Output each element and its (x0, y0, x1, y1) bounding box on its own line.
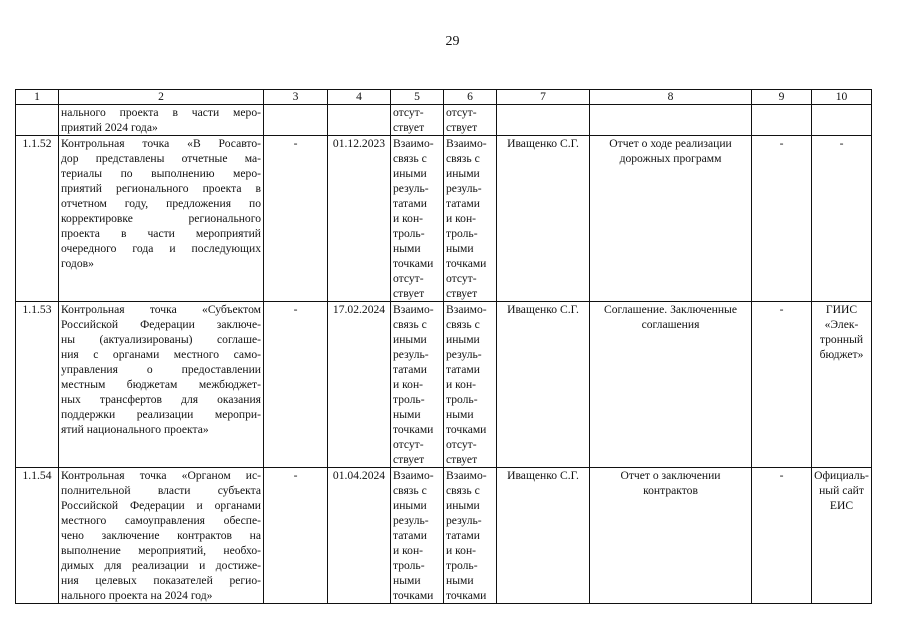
name-line: ния с органами местного само- (61, 348, 261, 361)
name-line: Контрольная точка «В Росавто- (61, 137, 261, 150)
cell-line: тронный (819, 333, 864, 346)
name-line: поддержки реализации меропри- (61, 408, 261, 421)
cell-line: татами (446, 363, 480, 376)
name-line: выполнение мероприятий, необхо- (61, 544, 261, 557)
column-header: 6 (444, 90, 497, 105)
cell-line: ЕИС (829, 499, 854, 512)
name-line: годов» (61, 257, 94, 270)
cell-line: татами (446, 197, 480, 210)
cell-line: троль- (446, 393, 478, 406)
cell-line: - (839, 137, 844, 150)
cell-line: отсут- (393, 106, 424, 119)
cell-line: троль- (446, 227, 478, 240)
cell-line: резуль- (393, 182, 429, 195)
cell-line: отсут- (446, 106, 477, 119)
table-row (16, 136, 872, 302)
cell-line: отсут- (393, 438, 424, 451)
cell-line: «Элек- (824, 318, 859, 331)
row-number-cell (16, 105, 59, 136)
column-header: 5 (391, 90, 444, 105)
cell-line: иными (393, 333, 427, 346)
cell-line: ствует (393, 453, 425, 466)
cell-line: Взаимо- (446, 137, 487, 150)
relation-cell (391, 136, 444, 302)
column-3-cell: - (264, 468, 328, 604)
cell-line: татами (393, 529, 427, 542)
name-line: полнительной власти субъекта (61, 484, 261, 497)
column-3-cell: - (264, 136, 328, 302)
cell-line: Взаимо- (446, 469, 487, 482)
cell-line: резуль- (446, 514, 482, 527)
name-line: Российской Федерации и органами (61, 499, 261, 512)
table-row (16, 468, 872, 604)
cell-line: и кон- (393, 378, 424, 391)
document-cell (590, 136, 752, 302)
date-cell: 01.12.2023 (328, 136, 391, 302)
cell-line: и кон- (446, 544, 477, 557)
column-10-cell (812, 302, 872, 468)
cell-line: соглашения (641, 318, 700, 331)
column-10-cell (812, 105, 872, 136)
column-9-cell: - (752, 468, 812, 604)
cell-line: и кон- (446, 378, 477, 391)
cell-line: точками (393, 589, 434, 602)
relation-cell (444, 105, 497, 136)
cell-line: и кон- (393, 212, 424, 225)
document-cell (590, 302, 752, 468)
cell-line: Взаимо- (393, 469, 434, 482)
cell-line: иными (446, 333, 480, 346)
cell-line: иными (393, 499, 427, 512)
name-line: местного самоуправления обеспе- (61, 514, 261, 527)
cell-line: Взаимо- (393, 137, 434, 150)
cell-line: связь с (446, 152, 480, 165)
cell-line: резуль- (393, 514, 429, 527)
cell-line: и кон- (446, 212, 477, 225)
cell-line: иными (446, 167, 480, 180)
name-line: ны (актуализированы) соглаше- (61, 333, 261, 346)
cell-line: отсут- (446, 438, 477, 451)
cell-line: Отчет о ходе реализации (609, 137, 732, 150)
name-line: нального проекта на 2024 год» (61, 589, 213, 602)
header-row (16, 90, 872, 105)
cell-line: точками (446, 257, 487, 270)
cell-line: ствует (446, 121, 478, 134)
name-line: очередного года и последующих (61, 242, 261, 255)
cell-line: ствует (446, 287, 478, 300)
column-9-cell (752, 105, 812, 136)
cell-line: ствует (393, 121, 425, 134)
cell-line: бюджет» (819, 348, 864, 361)
control-point-name (59, 136, 264, 302)
name-line: чено заключение контрактов на (61, 529, 261, 542)
relation-cell (391, 468, 444, 604)
name-line: дор представлены отчетные ма- (61, 152, 261, 165)
cell-line: отсут- (446, 272, 477, 285)
name-line: нального проекта в части меро- (61, 106, 261, 119)
cell-line: татами (393, 197, 427, 210)
cell-line: Соглашение. Заключенные (604, 303, 737, 316)
cell-line: отсут- (393, 272, 424, 285)
cell-line: точками (393, 423, 434, 436)
page-number: 29 (445, 34, 460, 49)
relation-cell (391, 302, 444, 468)
cell-line: связь с (393, 484, 427, 497)
cell-line: ГИИС (825, 303, 858, 316)
name-line: проекта в части мероприятий (61, 227, 261, 240)
row-number-cell: 1.1.53 (16, 302, 59, 468)
column-9-cell: - (752, 136, 812, 302)
cell-line: ствует (446, 453, 478, 466)
control-point-name (59, 302, 264, 468)
column-header: 9 (752, 90, 812, 105)
cell-line: связь с (393, 152, 427, 165)
cell-line: троль- (446, 559, 478, 572)
cell-line: Взаимо- (393, 303, 434, 316)
name-line: ятий национального проекта» (61, 423, 209, 436)
column-9-cell: - (752, 302, 812, 468)
name-line: корректировке регионального (61, 212, 261, 225)
cell-line: связь с (446, 484, 480, 497)
cell-line: ными (393, 242, 421, 255)
relation-cell (391, 105, 444, 136)
cell-line: ными (393, 574, 421, 587)
name-line: приятий 2024 года» (61, 121, 158, 134)
column-10-cell (812, 136, 872, 302)
control-points-table (15, 89, 872, 604)
cell-line: точками (446, 589, 487, 602)
name-line: управления о предоставлении (61, 363, 261, 376)
cell-line: татами (393, 363, 427, 376)
cell-line: троль- (393, 559, 425, 572)
table-row (16, 302, 872, 468)
cell-line: Взаимо- (446, 303, 487, 316)
control-point-name (59, 468, 264, 604)
cell-line: связь с (446, 318, 480, 331)
cell-line: иными (446, 499, 480, 512)
cell-line: ными (393, 408, 421, 421)
responsible-cell (497, 105, 590, 136)
row-number-cell: 1.1.54 (16, 468, 59, 604)
document-cell (590, 105, 752, 136)
column-3-cell: - (264, 302, 328, 468)
continuation-row (16, 105, 872, 136)
cell-line: ными (446, 242, 474, 255)
cell-line: ными (446, 574, 474, 587)
control-point-name (59, 105, 264, 136)
cell-line: троль- (393, 227, 425, 240)
cell-line: резуль- (446, 348, 482, 361)
name-line: местным бюджетам межбюджет- (61, 378, 261, 391)
row-number-cell: 1.1.52 (16, 136, 59, 302)
column-header: 7 (497, 90, 590, 105)
column-header: 3 (264, 90, 328, 105)
cell-line: точками (446, 423, 487, 436)
name-line: ных трансфертов для оказания (61, 393, 261, 406)
cell-line: ный сайт (819, 484, 864, 497)
cell-line: резуль- (446, 182, 482, 195)
cell-line: резуль- (393, 348, 429, 361)
responsible-cell: Иващенко С.Г. (497, 302, 590, 468)
responsible-cell: Иващенко С.Г. (497, 468, 590, 604)
cell-line: ными (446, 408, 474, 421)
cell-line: точками (393, 257, 434, 270)
name-line: Контрольная точка «Органом ис- (61, 469, 261, 482)
column-10-cell (812, 468, 872, 604)
cell-line: троль- (393, 393, 425, 406)
date-cell (328, 105, 391, 136)
relation-cell (444, 468, 497, 604)
column-header: 4 (328, 90, 391, 105)
date-cell: 17.02.2024 (328, 302, 391, 468)
name-line: приятий регионального проекта в (61, 182, 261, 195)
cell-line: иными (393, 167, 427, 180)
relation-cell (444, 302, 497, 468)
cell-line: связь с (393, 318, 427, 331)
name-line: ния целевых показателей регио- (61, 574, 261, 587)
column-header: 10 (812, 90, 872, 105)
column-header: 2 (59, 90, 264, 105)
cell-line: дорожных программ (619, 152, 722, 165)
date-cell: 01.04.2024 (328, 468, 391, 604)
cell-line: татами (446, 529, 480, 542)
document-cell (590, 468, 752, 604)
name-line: Российской Федерации заключе- (61, 318, 261, 331)
cell-line: и кон- (393, 544, 424, 557)
cell-line: Официаль- (814, 469, 869, 482)
name-line: димых для реализации и достиже- (61, 559, 261, 572)
column-3-cell (264, 105, 328, 136)
cell-line: контрактов (643, 484, 698, 497)
column-header: 8 (590, 90, 752, 105)
relation-cell (444, 136, 497, 302)
responsible-cell: Иващенко С.Г. (497, 136, 590, 302)
name-line: отчетном году, предложения по (61, 197, 261, 210)
name-line: Контрольная точка «Субъектом (61, 303, 261, 316)
column-header: 1 (16, 90, 59, 105)
name-line: териалы по выполнению меро- (61, 167, 261, 180)
cell-line: Отчет о заключении (620, 469, 721, 482)
cell-line: ствует (393, 287, 425, 300)
